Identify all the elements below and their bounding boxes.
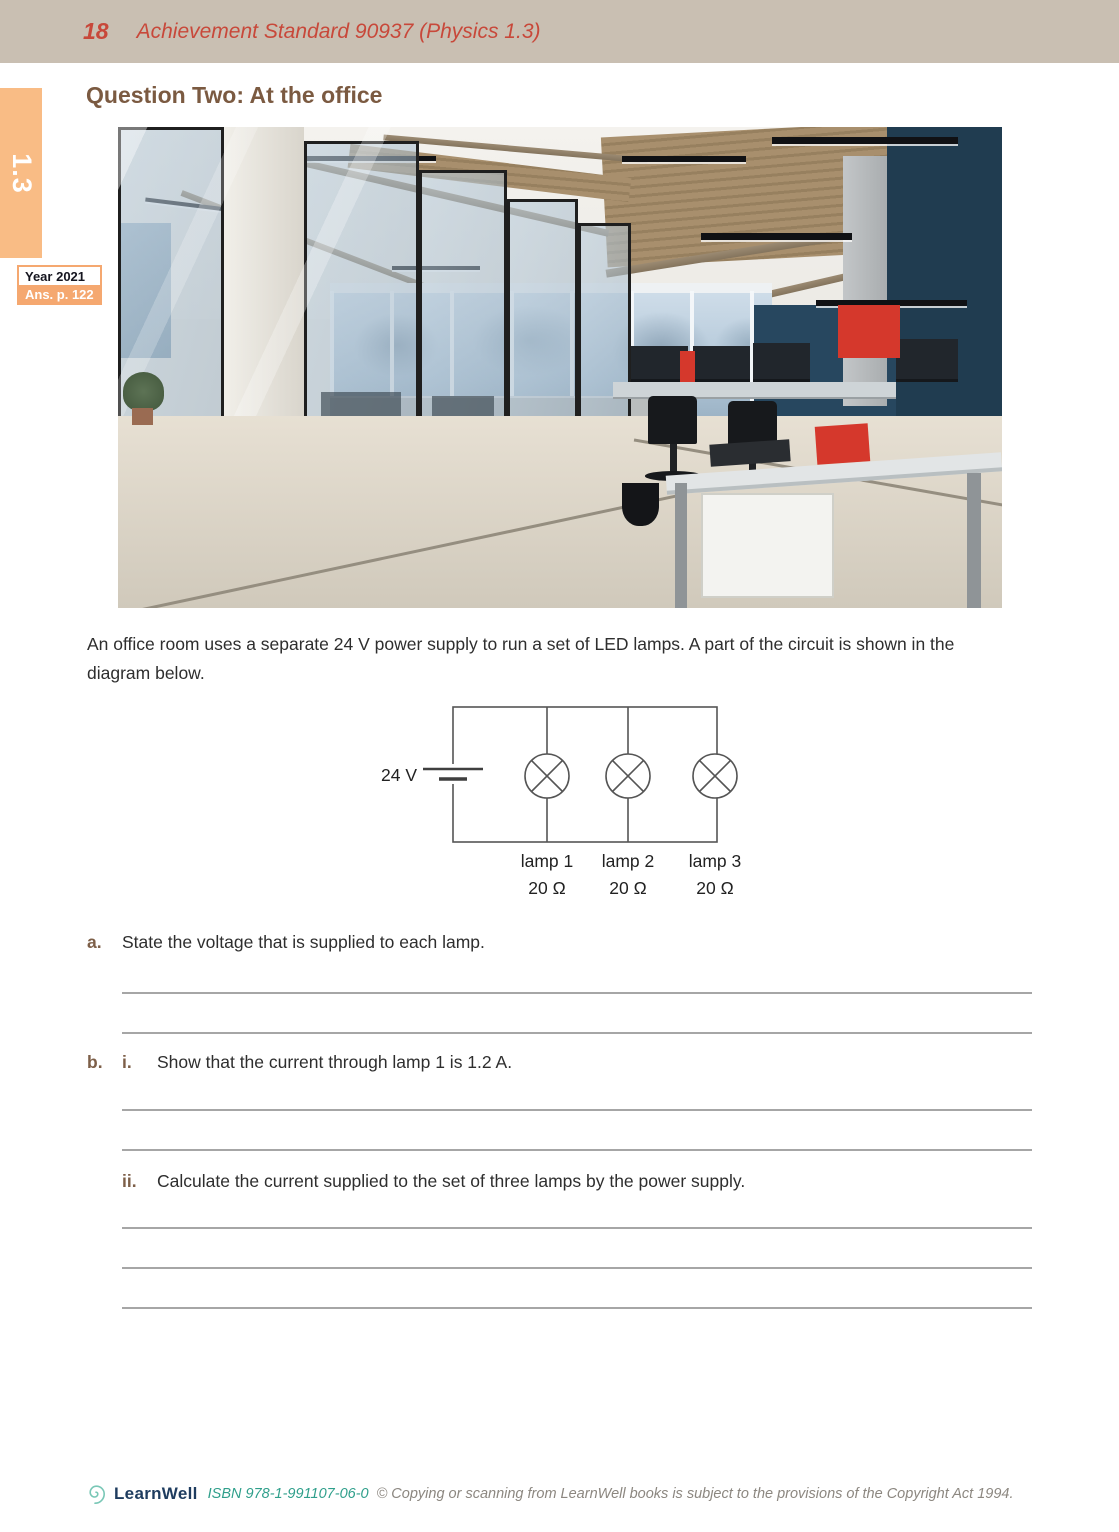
part-b-i-numeral: i.: [122, 1052, 132, 1072]
chapter-tab-label: 1.3: [6, 152, 37, 194]
pendant-light: [701, 233, 851, 240]
page-header: [0, 0, 1119, 63]
answer-line: [122, 992, 1032, 994]
lamp-1-resistance: 20 Ω: [528, 878, 566, 898]
question-part-a: [87, 932, 485, 953]
answer-line: [122, 1267, 1032, 1269]
copyright-text: © Copying or scanning from LearnWell books is subject to the provisions of the Copyright Act 1994.: [376, 1486, 1014, 1502]
part-a-text: State the voltage that is supplied to each lamp.: [122, 932, 485, 952]
page-number: 18: [83, 18, 109, 44]
red-box: [815, 423, 871, 465]
answer-line: [122, 1307, 1032, 1309]
answer-line: [122, 1032, 1032, 1034]
photo-floor: [118, 416, 1002, 608]
brand-name: LearnWell: [114, 1484, 198, 1503]
question-intro: An office room uses a separate 24 V power supply to run a set of LED lamps. A part of the circuit is shown in the diagram below.: [87, 634, 955, 683]
answer-line: [122, 1227, 1032, 1229]
part-b-i-text: Show that the current through lamp 1 is 1.2 A.: [157, 1052, 513, 1072]
answer-line: [122, 1109, 1032, 1111]
waste-bin: [622, 483, 659, 526]
answer-page-ref: Ans. p. 122: [19, 285, 100, 303]
office-chair: [648, 396, 697, 444]
part-b-ii-text: Calculate the current supplied to the set of three lamps by the power supply.: [157, 1171, 746, 1191]
supply-voltage-label: 24 V: [381, 765, 417, 785]
pendant-light: [772, 137, 958, 144]
question-title: Question Two: At the office: [86, 82, 383, 108]
battery-gap: [449, 764, 458, 784]
question-part-b-i: [87, 1052, 512, 1073]
part-b-ii-numeral: ii.: [122, 1171, 137, 1191]
part-b-letter: b.: [87, 1052, 103, 1072]
question-part-b-ii: [122, 1171, 745, 1192]
monitor: [753, 343, 810, 381]
learnwell-logo-icon: [85, 1483, 107, 1505]
page-footer: [85, 1483, 1045, 1505]
year-badge: [17, 265, 102, 305]
red-folder: [680, 351, 695, 382]
office-photo: [118, 127, 1002, 608]
desk-drawer: [701, 493, 834, 599]
year-label: Year 2021: [19, 267, 100, 285]
standard-title: Achievement Standard 90937 (Physics 1.3): [136, 19, 541, 43]
dark-wall: [887, 127, 1002, 440]
answer-line: [122, 1149, 1032, 1151]
pendant-light: [622, 156, 746, 162]
lamp-3-label: lamp 3: [688, 851, 742, 871]
lamp-1-label: lamp 1: [520, 851, 574, 871]
monitor: [896, 339, 958, 382]
chapter-tab: [0, 88, 42, 258]
monitor: [693, 346, 750, 382]
lamp-2-resistance: 20 Ω: [609, 878, 647, 898]
isbn-text: ISBN 978-1-991107-06-0: [207, 1486, 369, 1502]
red-organizer: [838, 305, 900, 358]
part-a-letter: a.: [87, 932, 102, 952]
plant-pot: [132, 408, 153, 424]
lamp-3-resistance: 20 Ω: [696, 878, 734, 898]
circuit-diagram: [355, 692, 775, 907]
lamp-2-label: lamp 2: [601, 851, 655, 871]
plant: [123, 372, 164, 410]
circuit-loop: [453, 707, 717, 842]
pillar: [843, 156, 887, 406]
